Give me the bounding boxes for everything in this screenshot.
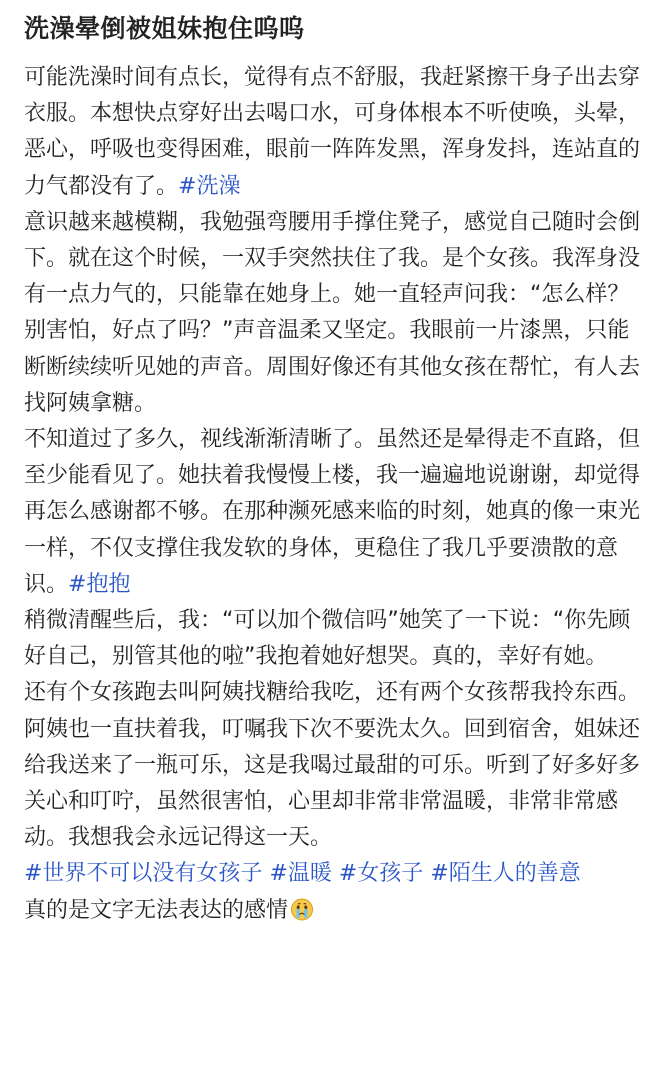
paragraph-5 (24, 675, 644, 856)
closing-line-text: 真的是文字无法表达的感情 (24, 897, 289, 923)
hashtag-kindness-of-strangers[interactable]: #陌生人的善意 (430, 861, 581, 887)
paragraph-2 (24, 205, 644, 422)
crying-face-emoji-icon (290, 897, 314, 921)
hashtag-line (24, 856, 644, 892)
paragraph-5-text: 还有个女孩跑去叫阿姨找糖给我吃，还有两个女孩帮我拎东西。阿姨也一直扶着我，叮嘱我下次不要洗太久。回到宿舍，姐妹还给我送来了一瓶可乐，这是我喝过最甜的可乐。听到了好多好多关心和叮咛，虽然很害怕，心里却非常非常温暖，非常非常感动。我想我会永远记得这一天。 (24, 680, 641, 851)
paragraph-1 (24, 60, 644, 205)
paragraph-4-text: 稍微清醒些后，我：“可以加个微信吗”她笑了一下说：“你先顾好自己，别管其他的啦”我抱着她好想哭。真的，幸好有她。 (24, 608, 631, 670)
paragraph-1-text: 可能洗澡时间有点长，觉得有点不舒服，我赶紧擦干身子出去穿衣服。本想快点穿好出去喝口水，可身体根本不听使唤，头晕，恶心，呼吸也变得困难，眼前一阵阵发黑，浑身发抖，连站直的力气都没有了。 (24, 65, 641, 199)
hashtag-world-needs-girls[interactable]: #世界不可以没有女孩子 (24, 861, 263, 887)
post-body (24, 60, 644, 929)
post-title: 洗澡晕倒被姐妹抱住呜呜 (24, 14, 305, 43)
hashtag-warm[interactable]: #温暖 (269, 861, 332, 887)
closing-line (24, 893, 644, 929)
paragraph-4 (24, 603, 644, 675)
hashtag-girls[interactable]: #女孩子 (338, 861, 424, 887)
paragraph-3-text: 不知道过了多久，视线渐渐清晰了。虽然还是晕得走不直路，但至少能看见了。她扶着我慢慢上楼，我一遍遍地说谢谢，却觉得再怎么感谢都不够。在那种濒死感来临的时刻，她真的像一束光一样，不仅支撑住我发软的身体，更稳住了我几乎要溃散的意识。 (24, 427, 641, 597)
paragraph-3 (24, 422, 644, 603)
paragraph-2-text: 意识越来越模糊，我勉强弯腰用手撑住凳子，感觉自己随时会倒下。就在这个时候，一双手突然扶住了我。是个女孩。我浑身没有一点力气的，只能靠在她身上。她一直轻声问我：“怎么样？别害怕，好点了吗？”声音温柔又坚定。我眼前一片漆黑，只能断断续续听见她的声音。周围好像还有其他女孩在帮忙，有人去找阿姨拿糖。 (24, 209, 641, 416)
hashtag-bath[interactable]: #洗澡 (178, 173, 241, 199)
hashtag-hug[interactable]: #抱抱 (68, 571, 131, 597)
